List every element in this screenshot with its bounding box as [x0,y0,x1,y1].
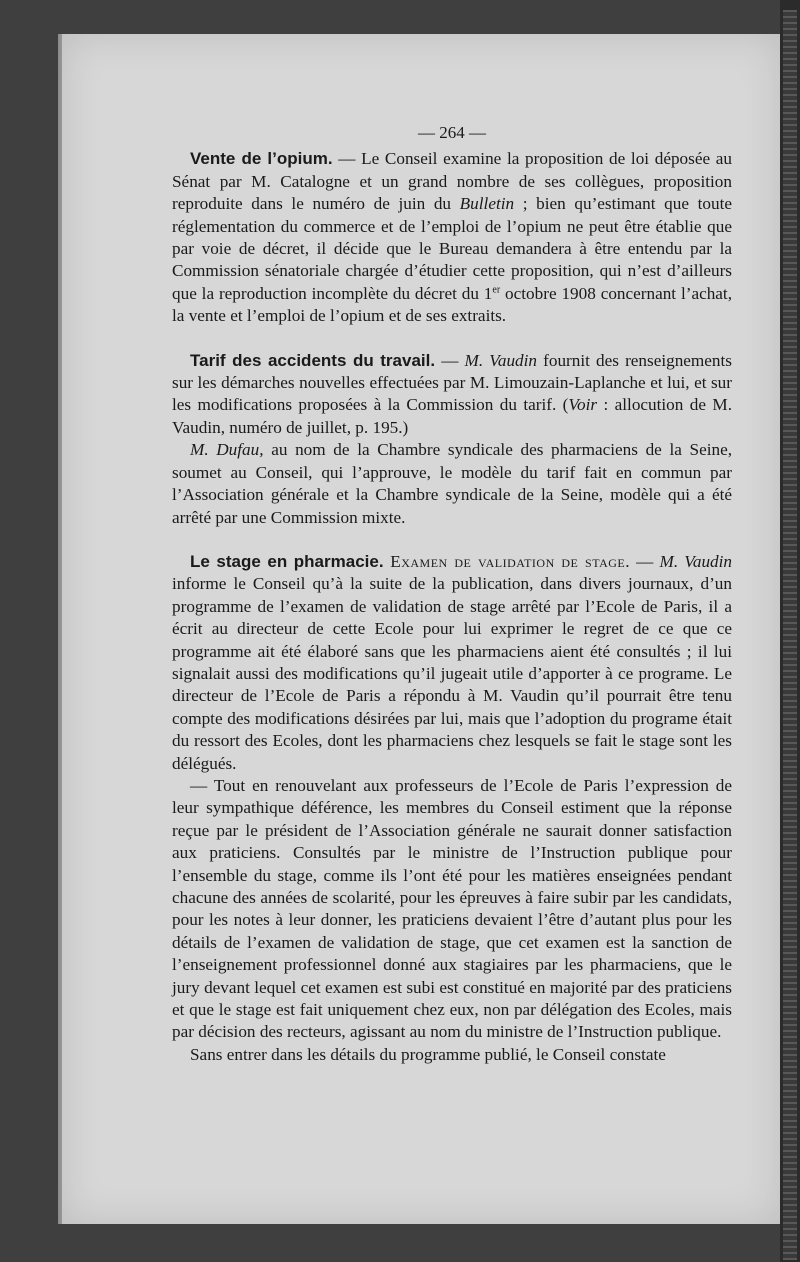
section-stage [172,551,732,1066]
section-heading-accidents: Tarif des accidents du travail. [190,350,436,370]
paragraph-conseil: — Tout en renouvelant aux professeurs de l’Ecole de Paris l’expression de leur sympathique déférence, les membres du Conseil estiment que la réponse reçue par le président de l’Association générale ne saurait donner satisfaction aux praticiens. Consultés par le ministre de l’Instruction publique pour l’ensemble du stage, comme ils l’ont été pour les matières enseignées pendant chacune des années de scolarité, pour les épreuves à faire subir par les candidats, pour les notes à leur donner, les praticiens devaient l’être d’autant plus pour les détails de l’examen de validation de stage, que cet examen est la sanction de l’enseignement professionnel donné aux stagiaires par les pharmaciens, que le jury devant lequel cet examen est subi est constitué en majorité par des praticiens et que le stage est fait uniquement chez eux, non par délégation des Ecoles, mais par décision des recteurs, agissant au nom du ministre de l’Instruction publique. [172,775,732,1042]
scan-edge-strip [783,10,797,1260]
paragraph-accidents [172,350,732,440]
paragraph-dufau: M. Dufau, au nom de la Chambre syndicale des pharmaciens de la Seine, soumet au Conseil, qui l’approuve, le modèle du tarif fait en commun par l’Association générale et la Chambre syndicale de la Seine, modèle qui a été arrêté par une Commission mixte. [172,440,732,527]
section-accidents [172,350,732,529]
page-number: — 264 — [418,123,486,142]
paragraph-text: — M. Vaudin informe le Conseil qu’à la suite de la publication, dans divers journaux, d’un programme de l’examen de validation de stage arrêté par l’Ecole de Paris, il a écrit au directeur de cette Ecole pour lui exprimer le regret de ce que ce programme ait été élaboré sans que les pharmaciens aient été consultés ; il lui signalait aussi des modifications qu’il jugeait utile d’apporter à ce programe. Le directeur de l’Ecole de Paris a répondu à M. Vaudin qu’il pourrait être tenu compte des modifications désirées par lui, mais que l’adoption du programe était du ressort des Ecoles, dont les pharmaciens chez lesquels se fait le stage sont les délégués. [172,551,732,773]
page-text [172,122,732,1066]
section-heading-opium: Vente de l’opium. [190,149,333,169]
paragraph-stage [172,551,732,775]
paragraph-text: — M. Vaudin fournit des renseignements sur les démarches nouvelles effectuées par M. Limouzain-Laplanche et lui, et sur les modifications proposées à la Commission du tarif. (Voir : allocution de M. Vaudin, numéro de juillet, p. 195.) [172,350,732,437]
paragraph-opium [172,148,732,327]
section-heading-stage: Le stage en pharmacie. [190,551,384,571]
paragraph-text: — Le Conseil examine la proposition de loi déposée au Sénat par M. Catalogne et un grand nombre de ses collègues, proposition reproduite dans le numéro de juin du Bulletin ; bien qu’estimant que toute réglementation du commerce et de l’emploi de l’opium ne peut être établie que par voie de décret, il décide que le Bureau demandera à être entendu par la Commission sénatoriale chargée d’étudier cette proposition, qui n’est d’ailleurs que la reproduction incomplète du décret du 1er octobre 1908 concernant l’achat, la vente et l’emploi de l’opium et de ses extraits. [172,149,732,326]
paragraph-final: Sans entrer dans les détails du programme publié, le Conseil constate [190,1044,666,1064]
section-subheading-stage: Examen de validation de stage. [383,551,631,571]
